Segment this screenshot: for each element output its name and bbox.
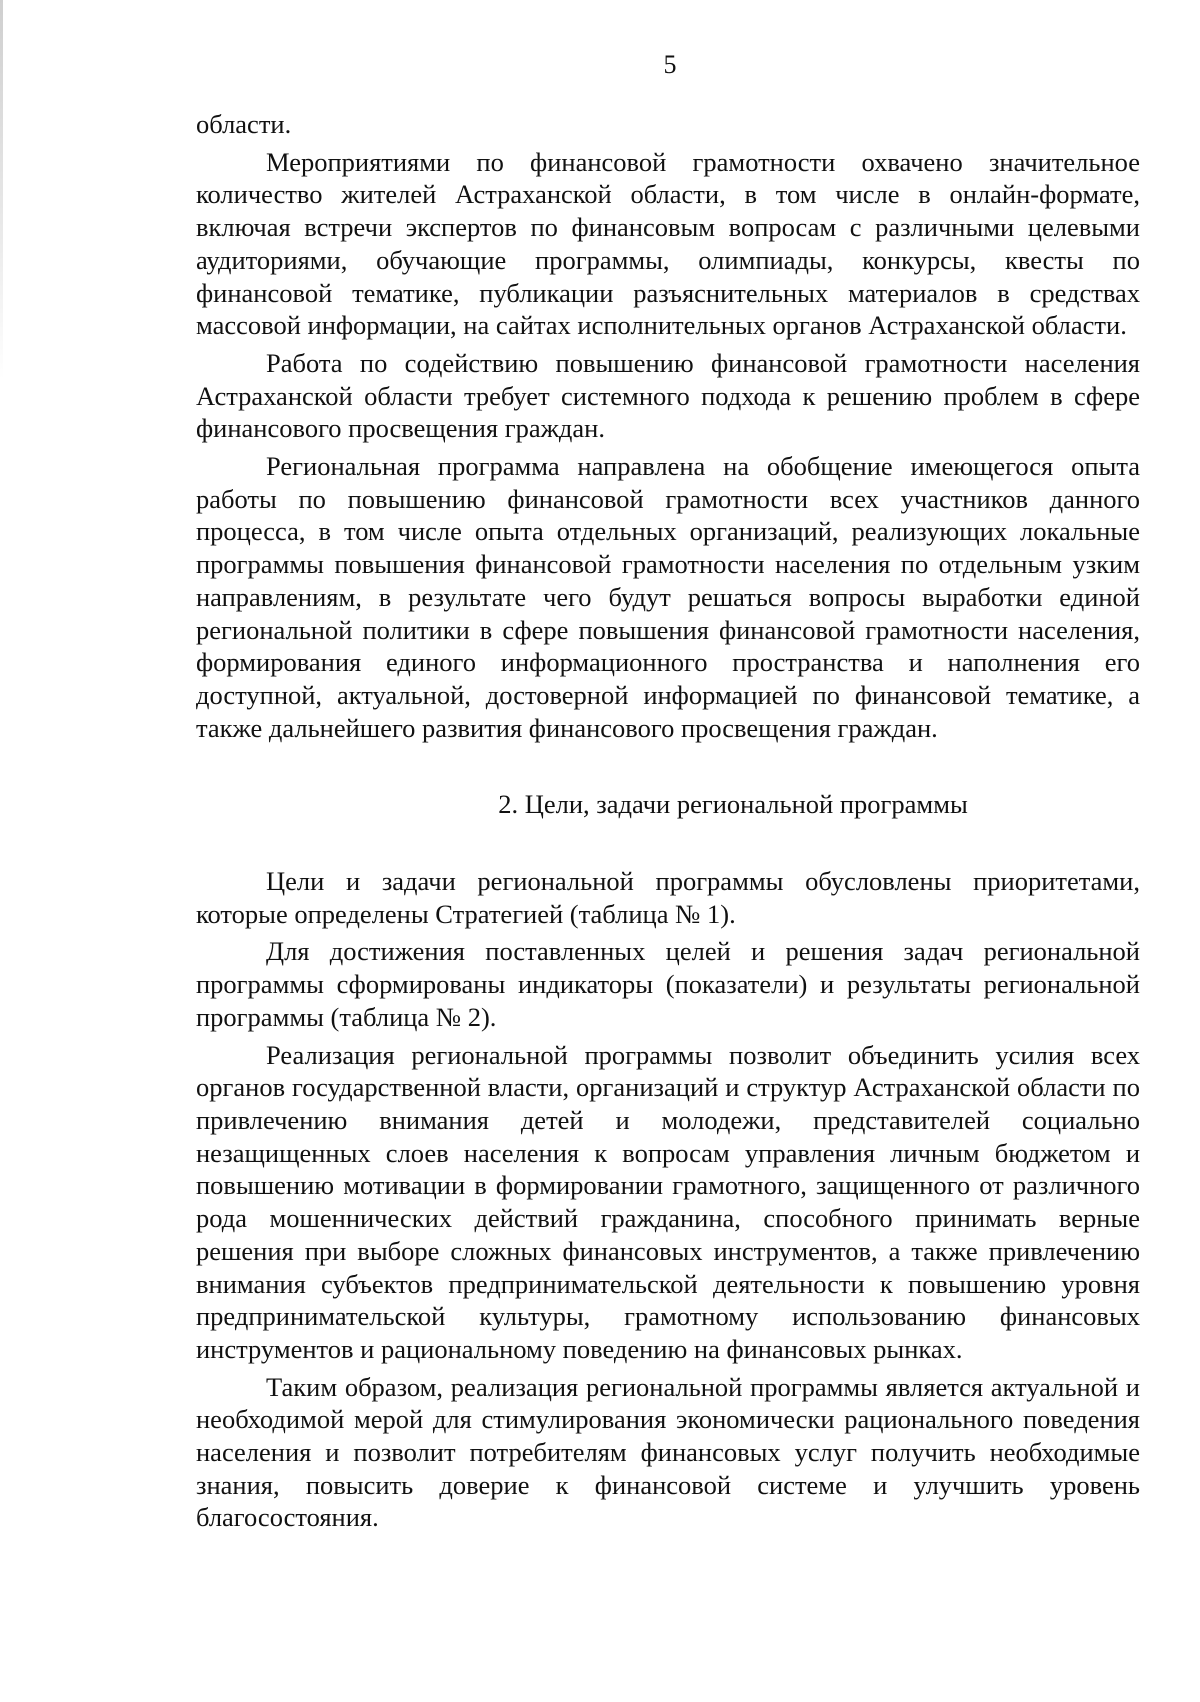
paragraph-goals-priorities: Цели и задачи региональной программы обусловлены приоритетами, которые определены Стратегией (таблица № 1).	[196, 866, 1140, 929]
page-number: 5	[663, 50, 677, 79]
paragraph-indicators: Для достижения поставленных целей и решения задач региональной программы сформированы индикаторы (показатели) и результаты региональной программы (таблица № 2).	[196, 936, 1140, 1032]
paragraph-conclusion: Таким образом, реализация региональной программы является актуальной и необходимой мерой для стимулирования экономически рационального поведения населения и позволит потребителям финансовых услуг получить необходимые знания, повысить доверие к финансовой системе и улучшить уровень благосостояния.	[196, 1371, 1140, 1533]
paragraph-implementation: Реализация региональной программы позволит объединить усилия всех органов государственной власти, организаций и структур Астраханской области по привлечению внимания детей и молодежи, представителей социально незащищенных слоев населения к вопросам управления личным бюджетом и повышению мотивации в формировании грамотного, защищенного от различного рода мошеннических действий гражданина, способного принимать верные решения при выборе сложных финансовых инструментов, а также привлечению внимания субъектов предпринимательской деятельности к повышению уровня предпринимательской культуры, грамотному использованию финансовых инструментов и рациональному поведению на финансовых рынках.	[196, 1039, 1140, 1364]
paragraph-program-purpose: Региональная программа направлена на обобщение имеющегося опыта работы по повышению финансовой грамотности всех участников данного процесса, в том числе опыта отдельных организаций, реализующих локальные программы повышения финансовой грамотности населения по отдельным узким направлениям, в результате чего будут решаться вопросы выработки единой региональной политики в сфере повышения финансовой грамотности населения, формирования единого информационного пространства и наполнения его доступной, актуальной, достоверной информацией по финансовой тематике, а также дальнейшего развития финансового просвещения граждан.	[196, 451, 1140, 743]
document-body	[196, 108, 1140, 1534]
paragraph-outreach: Мероприятиями по финансовой грамотности охвачено значительное количество жителей Астраханской области, в том числе в онлайн-формате, включая встречи экспертов по финансовым вопросам с различными целевыми аудиториями, обучающие программы, олимпиады, конкурсы, квесты по финансовой тематике, публикации разъяснительных материалов в средствах массовой информации, на сайтах исполнительных органов Астраханской области.	[196, 146, 1140, 341]
paragraph-continuation: области.	[196, 109, 292, 139]
paragraph-systemic-approach: Работа по содействию повышению финансовой грамотности населения Астраханской области требует системного подхода к решению проблем в сфере финансового просвещения граждан.	[196, 347, 1140, 444]
section-heading: 2. Цели, задачи региональной программы	[498, 789, 968, 820]
